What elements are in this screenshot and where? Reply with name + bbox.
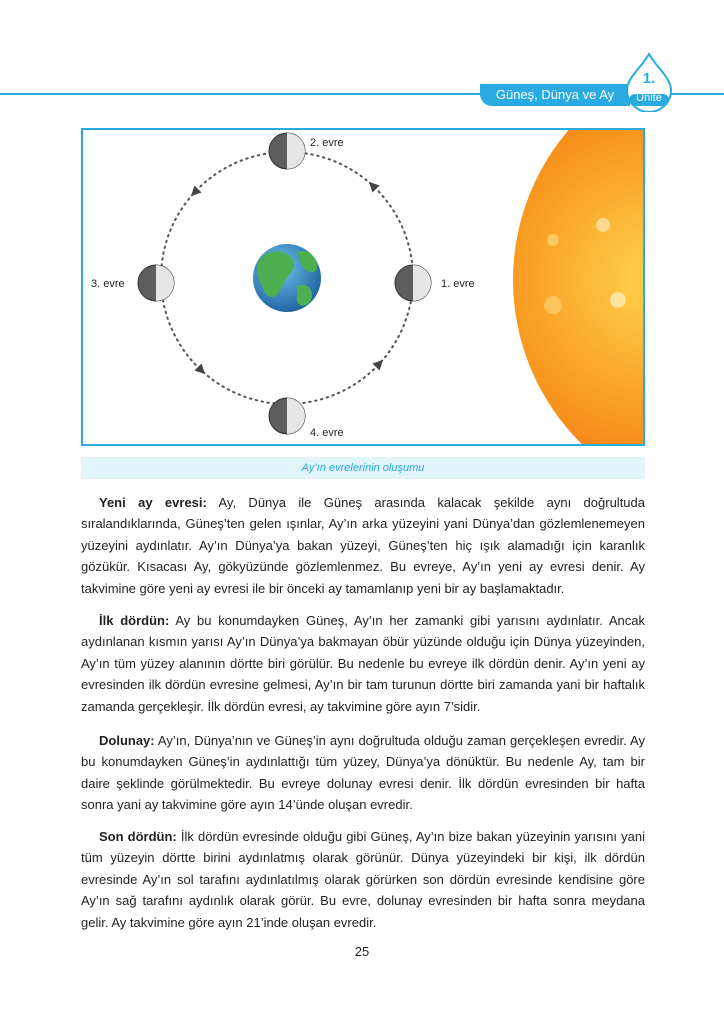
term-first-quarter: İlk dördün: (99, 613, 170, 628)
paragraph-full-moon (81, 730, 645, 816)
orbit-arrow-icon (372, 356, 386, 370)
text-full-moon: Ay’ın, Dünya’nın ve Güneş’in aynı doğrultuda olduğu zaman gerçekleşen evredir. Ay bu konumdayken Güneş’in aydınlattığı tüm yüzey, Dünya’ya dönüktür. Bu nedenle Ay, tam bir daire şeklinde görülmektedir. Bu evreye dolunay evresi denir. İlk dördün evresinden bir hafta sonra yani ay takvimine göre ayın 14’ünde oluşan evredir. (81, 733, 645, 813)
term-last-quarter: Son dördün: (99, 829, 177, 844)
moon-phase-2 (269, 133, 305, 169)
moon-phase-1 (395, 265, 431, 301)
figure-caption: Ay’ın evrelerinin oluşumu (81, 457, 645, 479)
moon-phases-figure (81, 128, 645, 446)
orbit-arrow-icon (187, 185, 201, 199)
paragraph-new-moon (81, 492, 645, 599)
sun (513, 130, 643, 444)
text-new-moon: Ay, Dünya ile Güneş arasında kalacak şekilde aynı doğrultuda sıralandıklarında, Güneş’ten gelen ışınlar, Ay’ın arka yüzeyini yani Dünya’dan gözlemlenemeyen yüzeyini aydınlatır. Ay’ın Dünya’ya bakan yüzeyi, Güneş’ten hiç ışık alamadığı için karanlık gözükür. Kısacası Ay, gökyüzünde gözlemlenmez. Bu evreye, Ay’ın yeni ay evresi denir. Ay takvimine göre yeni ay evresi ile bir önceki ay tamamlanıp yeni bir ay başlamaktadır. (81, 495, 645, 596)
phase-label-3: 3. evre (91, 278, 125, 290)
moon-phase-4 (269, 398, 305, 434)
text-last-quarter: İlk dördün evresinde olduğu gibi Güneş, Ay’ın bize bakan yüzeyinin yarısını yani tüm yüzeyin dörtte birini aydınlatmış olarak görünür. Dünya yüzeyindeki bir kişi, ilk dördün evresinde Ay’ın sol tarafını aydınlatılmış olarak görürken son dördün evresinde kendisine göre Ay’ın sağ tarafını aydınlık olarak görür. Bu evre, dolunay evresinden bir hafta sonra meydana gelir. Ay takvimine göre ayın 21’inde oluşan evredir. (81, 829, 645, 930)
earth (253, 244, 321, 312)
orbit-arrow-icon (365, 178, 379, 192)
text-first-quarter: Ay bu konumdayken Güneş, Ay’ın her zamanki gibi yarısını aydınlatır. Ancak aydınlanan kısmın yarısı Ay’ın Dünya’ya bakmayan öbür yüzünde olduğu için Dünya yüzeyinden, Ay’ın tüm yüzey alanının dörtte biri görülür. Bu nedenle bu evreye ilk dördün denir. Ay’ın yeni ay evresinden ilk dördün evresine gelmesi, Ay’ın bir tam turunun dörtte biri zamanda yani bir haftalık zamanda gerçekleşir. İlk dördün evresi, ay takvimine göre ayın 7’sidir. (81, 613, 645, 714)
unit-label: Ünite (636, 92, 662, 104)
page-number: 25 (354, 944, 370, 959)
section-title: Güneş, Dünya ve Ay (495, 87, 615, 102)
phase-label-1: 1. evre (441, 278, 475, 290)
unit-number: 1. (642, 70, 656, 87)
phase-label-4: 4. evre (310, 427, 344, 439)
term-full-moon: Dolunay: (99, 733, 155, 748)
orbit-arrow-icon (194, 363, 208, 377)
phase-label-2: 2. evre (310, 137, 344, 149)
paragraph-first-quarter (81, 610, 645, 717)
moon-phases-diagram (83, 130, 643, 444)
section-title-tab (480, 84, 630, 106)
term-new-moon: Yeni ay evresi: (99, 495, 207, 510)
paragraph-last-quarter (81, 826, 645, 933)
moon-phase-3 (138, 265, 174, 301)
